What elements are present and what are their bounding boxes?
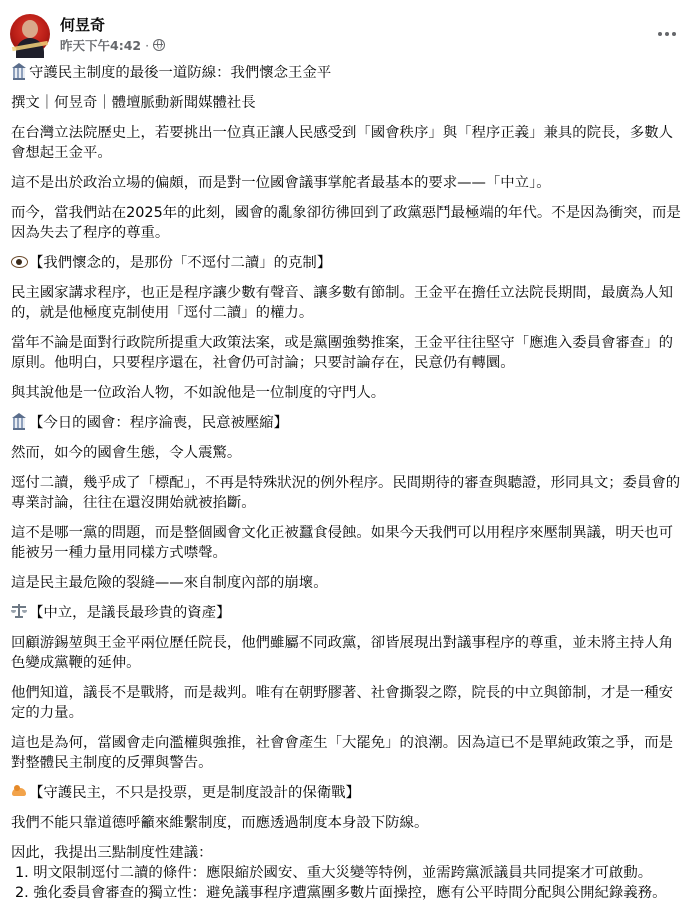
paragraph: 這不是哪一黨的問題，而是整個國會文化正被蠶食侵蝕。如果今天我們可以用程序來壓制異議，明天也可能被另一種力量用同樣方式噤聲。	[11, 525, 673, 561]
author-name[interactable]: 何昱奇	[60, 16, 106, 34]
section-heading: 【守護民主，不只是投票，更是制度設計的保衛戰】	[11, 783, 687, 803]
more-icon[interactable]	[655, 22, 679, 46]
muscle-icon	[11, 783, 27, 799]
paragraph: 這不是出於政治立場的偏頗，而是對一位國會議事掌舵者最基本的要求——「中立」。	[11, 175, 551, 191]
list-intro: 因此，我提出三點制度性建議：	[11, 845, 213, 861]
eye-icon	[11, 253, 27, 269]
post-meta	[60, 36, 165, 54]
building-icon	[11, 63, 27, 79]
section-heading: 【我們懷念的，是那份「不逕付二讀」的克制】	[11, 253, 687, 273]
section-heading: 【中立，是議長最珍貴的資產】	[11, 603, 687, 623]
paragraph: 回顧游錫堃與王金平兩位歷任院長，他們雖屬不同政黨，卻皆展現出對議事程序的尊重，並未將主持人角色變成黨鞭的延伸。	[11, 635, 673, 671]
list-item: 1. 明文限制逕付二讀的條件：應限縮於國安、重大災變等特例，並需跨黨派議員共同提案才可啟動。	[15, 865, 653, 881]
paragraph: 他們知道，議長不是戰將，而是裁判。唯有在朝野膠著、社會撕裂之際，院長的中立與節制，才是一種安定的力量。	[11, 685, 673, 721]
paragraph: 然而，如今的國會生態，令人震驚。	[11, 445, 242, 461]
post-title: 守護民主制度的最後一道防線：我們懷念王金平	[11, 63, 687, 83]
post-timestamp[interactable]: 昨天下午4:42	[60, 38, 142, 53]
paragraph: 當年不論是面對行政院所提重大政策法案，或是黨團強勢推案，王金平往往堅守「應進入委員會審查」的原則。他明白，只要程序還在，社會仍可討論；只要討論存在，民意仍有轉圜。	[11, 335, 673, 371]
paragraph: 民主國家講求程序，也正是程序讓少數有聲音、讓多數有節制。王金平在擔任立法院長期間，最廣為人知的，就是他極度克制使用「逕付二讀」的權力。	[11, 285, 673, 321]
list-item: 2. 強化委員會審查的獨立性：避免議事程序遭黨團多數片面操控，應有公平時間分配與公開紀錄義務。	[15, 885, 667, 901]
post-byline: 撰文｜何昱奇｜體壇脈動新聞媒體社長	[11, 95, 256, 111]
author-avatar[interactable]	[10, 14, 50, 54]
paragraph: 而今，當我們站在2025年的此刻，國會的亂象卻彷彿回到了政黨惡鬥最極端的年代。不是因為衝突，而是因為失去了程序的尊重。	[11, 205, 681, 241]
globe-icon[interactable]	[153, 39, 165, 51]
paragraph: 我們不能只靠道德呼籲來維繫制度，而應透過制度本身設下防線。	[11, 815, 429, 831]
paragraph: 逕付二讀，幾乎成了「標配」，不再是特殊狀況的例外程序。民間期待的審查與聽證，形同具文；委員會的專業討論，往往在還沒開始就被掐斷。	[11, 475, 681, 511]
section-heading: 【今日的國會：程序淪喪，民意被壓縮】	[11, 413, 687, 433]
meta-separator: ·	[145, 37, 150, 53]
paragraph: 這也是為何，當國會走向濫權與強推，社會會產生「大罷免」的浪潮。因為這已不是單純政策之爭，而是對整體民主制度的反彈與警告。	[11, 735, 673, 771]
post-header	[10, 12, 687, 56]
paragraph: 與其說他是一位政治人物，不如說他是一位制度的守門人。	[11, 385, 386, 401]
building-icon	[11, 413, 27, 429]
scales-icon	[11, 603, 27, 619]
paragraph: 在台灣立法院歷史上，若要挑出一位真正讓人民感受到「國會秩序」與「程序正義」兼具的院長，多數人會想起王金平。	[11, 125, 673, 161]
post-body	[11, 63, 687, 903]
paragraph: 這是民主最危險的裂縫——來自制度內部的崩壞。	[11, 575, 328, 591]
